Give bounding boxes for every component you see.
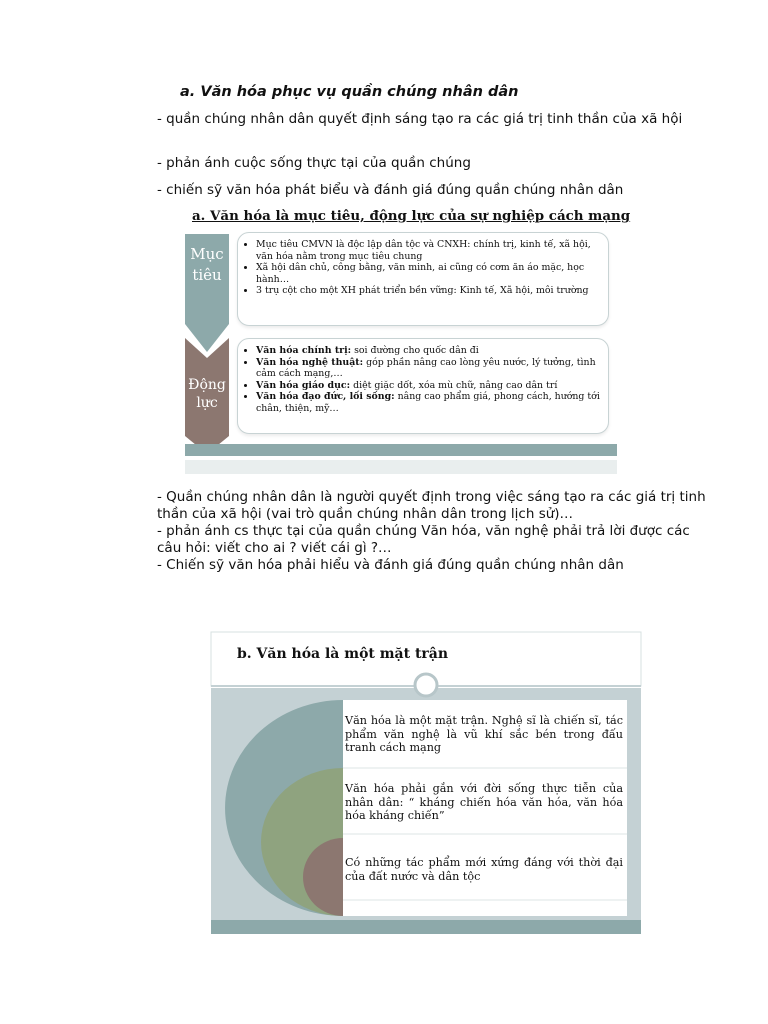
dong-luc-bullet-1: • Văn hóa chính trị: soi đường cho quốc dân đi xyxy=(256,345,608,357)
paragraph-3: - chiến sỹ văn hóa phát biểu và đánh giá đúng quần chúng nhân dân xyxy=(157,182,624,198)
slide1-bottom-bar xyxy=(185,444,617,456)
paragraph-6: - Chiến sỹ văn hóa phải hiểu và đánh giá đúng quần chúng nhân dân xyxy=(157,557,624,573)
slide1-title: a. Văn hóa là mục tiêu, động lực của sự nghiệp cách mạng xyxy=(192,208,631,224)
dong-luc-bullet-3: • Văn hóa giáo dục: diệt giặc dốt, xóa mù chữ, nâng cao dân trí xyxy=(256,380,608,392)
mat-tran-item-3: Có những tác phẩm mới xứng đáng với thời đại của đất nước và dân tộc xyxy=(345,856,623,883)
slide2-bottom-bar xyxy=(211,920,641,934)
mat-tran-item-1: Văn hóa là một mặt trận. Nghệ sĩ là chiến sĩ, tác phẩm văn nghệ là vũ khí sắc bén trong đấu tranh cách mạng xyxy=(345,714,623,754)
dong-luc-label: Động lực xyxy=(188,377,226,411)
muc-tieu-box xyxy=(237,232,609,326)
muc-tieu-bullet-1: • Mục tiêu CMVN là độc lập dân tộc và CNXH: chính trị, kinh tế, xã hội, văn hóa nằm trong mục tiêu chung xyxy=(256,239,608,262)
slide1-bottom-strip xyxy=(185,460,617,474)
dong-luc-bullet-2: • Văn hóa nghệ thuật: góp phần nâng cao lòng yêu nước, lý tưởng, tình cảm cách mạng,… xyxy=(256,357,608,380)
paragraph-5: - phản ánh cs thực tại của quần chúng Văn hóa, văn nghệ phải trả lời được các câu hỏi: viết cho ai ? viết cái gì ?… xyxy=(157,523,690,556)
dong-luc-box xyxy=(237,338,609,434)
paragraph-2: - phản ánh cuộc sống thực tại của quần chúng xyxy=(157,155,471,171)
slide-mat-tran xyxy=(203,630,645,940)
paragraph-4: - Quần chúng nhân dân là người quyết định trong việc sáng tạo ra các giá trị tinh thần của xã hội (vai trò quần chúng nhân dân trong lịch sử)… xyxy=(157,489,706,522)
section-heading: a. Văn hóa phục vụ quần chúng nhân dân xyxy=(180,84,519,100)
slide2-title: b. Văn hóa là một mặt trận xyxy=(237,646,449,662)
slide2-divider-knob xyxy=(415,674,437,696)
mat-tran-item-2: Văn hóa phải gắn với đời sống thực tiễn của nhân dân: “ kháng chiến hóa văn hóa, văn hóa hóa kháng chiến” xyxy=(345,782,623,822)
muc-tieu-bullet-3: • 3 trụ cột cho một XH phát triển bền vững: Kinh tế, Xã hội, môi trường xyxy=(256,285,608,297)
muc-tieu-label: Mục tiêu xyxy=(190,245,224,284)
slide-muc-tieu-dong-luc xyxy=(185,204,631,476)
muc-tieu-bullet-2: • Xã hội dân chủ, công bằng, văn minh, ai cũng có cơm ăn áo mặc, học hành… xyxy=(256,262,608,285)
dong-luc-bullet-4: • Văn hóa đạo đức, lối sống: nâng cao phẩm giá, phong cách, hướng tới chân, thiện, mỹ… xyxy=(256,391,608,414)
paragraph-1: - quần chúng nhân dân quyết định sáng tạo ra các giá trị tinh thần của xã hội xyxy=(157,111,683,127)
